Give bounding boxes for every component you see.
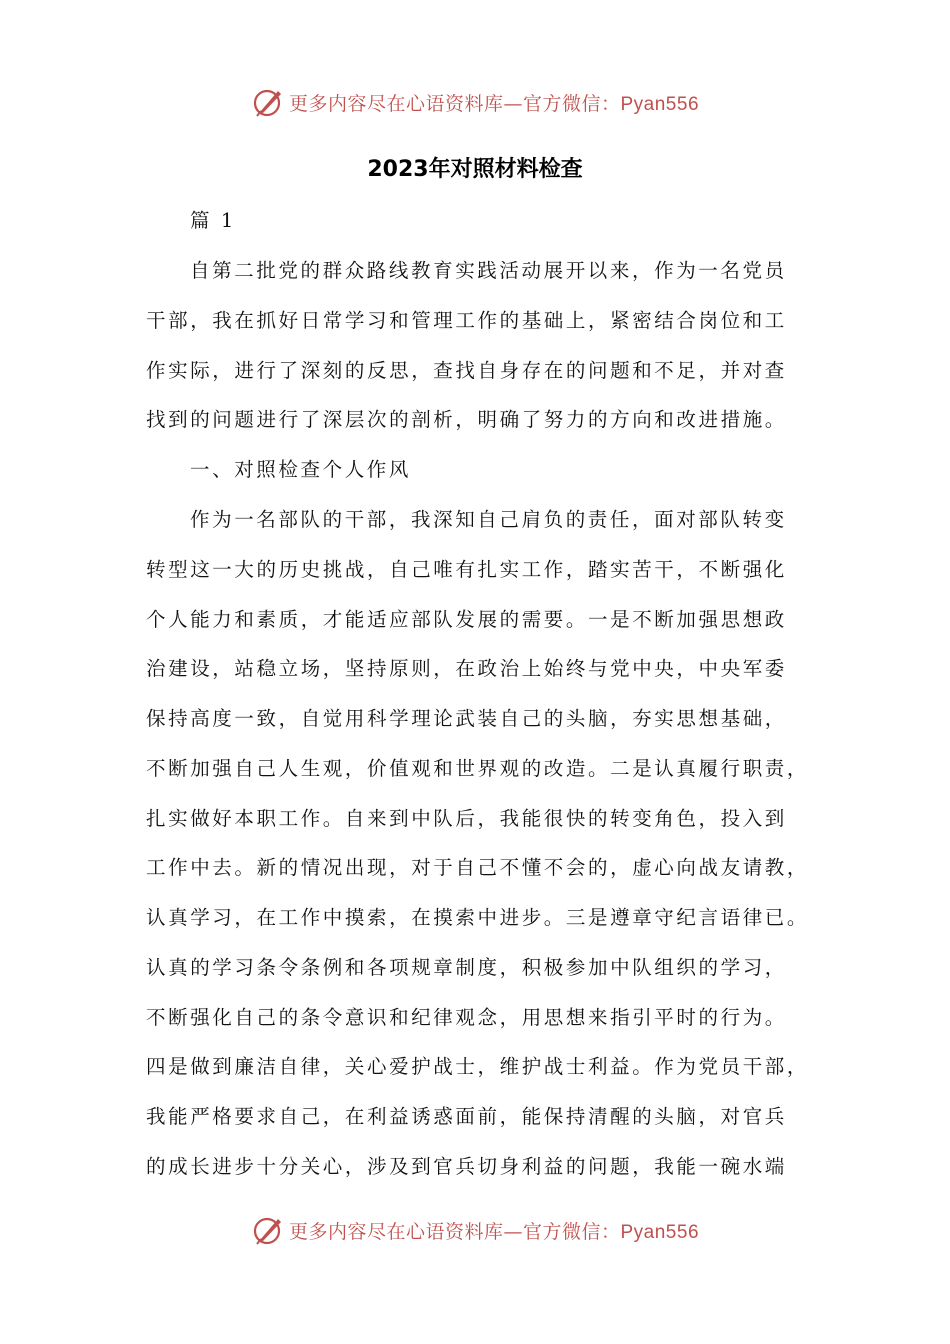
paragraph-line: 扎实做好本职工作。自来到中队后，我能很快的转变角色，投入到 — [146, 807, 787, 830]
section-heading: 一、对照检查个人作风 — [190, 458, 412, 481]
paragraph-line: 认真学习，在工作中摸索，在摸索中进步。三是遵章守纪言语律已。 — [146, 906, 810, 929]
paragraph-line: 不断强化自己的条令意识和纪律观念，用思想来指引平时的行为。 — [146, 1006, 787, 1029]
section-label: 篇 1 — [190, 209, 236, 232]
watermark-banner-top — [0, 82, 950, 122]
quill-pen-logo-icon — [251, 85, 285, 119]
document-title: 2023年对照材料检查 — [367, 157, 583, 182]
paragraph-line: 作实际，进行了深刻的反思，查找自身存在的问题和不足，并对查 — [146, 359, 787, 382]
quill-pen-logo-icon — [251, 1213, 285, 1247]
paragraph-line: 我能严格要求自己，在利益诱惑面前，能保持清醒的头脑，对官兵 — [146, 1105, 787, 1128]
paragraph-line: 认真的学习条令条例和各项规章制度，积极参加中队组织的学习， — [146, 956, 787, 979]
paragraph-line: 不断加强自己人生观，价值观和世界观的改造。二是认真履行职责， — [146, 757, 810, 780]
watermark-text: 更多内容尽在心语资料库—官方微信：Pyan556 — [288, 1220, 700, 1243]
paragraph-line: 找到的问题进行了深层次的剖析，明确了努力的方向和改进措施。 — [146, 408, 787, 431]
watermark-text: 更多内容尽在心语资料库—官方微信：Pyan556 — [288, 92, 700, 115]
paragraph-line: 个人能力和素质，才能适应部队发展的需要。一是不断加强思想政 — [146, 608, 787, 631]
paragraph-line: 的成长进步十分关心，涉及到官兵切身利益的问题，我能一碗水端 — [146, 1155, 787, 1178]
paragraph-line: 转型这一大的历史挑战，自己唯有扎实工作，踏实苦干，不断强化 — [146, 558, 787, 581]
paragraph-line: 工作中去。新的情况出现，对于自己不懂不会的，虚心向战友请教， — [146, 856, 810, 879]
paragraph-line: 四是做到廉洁自律，关心爱护战士，维护战士利益。作为党员干部， — [146, 1055, 810, 1078]
watermark-banner-bottom — [0, 1210, 950, 1250]
paragraph-line: 自第二批党的群众路线教育实践活动展开以来，作为一名党员 — [190, 259, 787, 282]
paragraph-line: 治建设，站稳立场，坚持原则，在政治上始终与党中央，中央军委 — [146, 657, 787, 680]
paragraph-line: 干部，我在抓好日常学习和管理工作的基础上，紧密结合岗位和工 — [146, 309, 787, 332]
paragraph-line: 保持高度一致，自觉用科学理论武装自己的头脑，夯实思想基础， — [146, 707, 787, 730]
paragraph-line: 作为一名部队的干部，我深知自己肩负的责任，面对部队转变 — [190, 508, 787, 531]
